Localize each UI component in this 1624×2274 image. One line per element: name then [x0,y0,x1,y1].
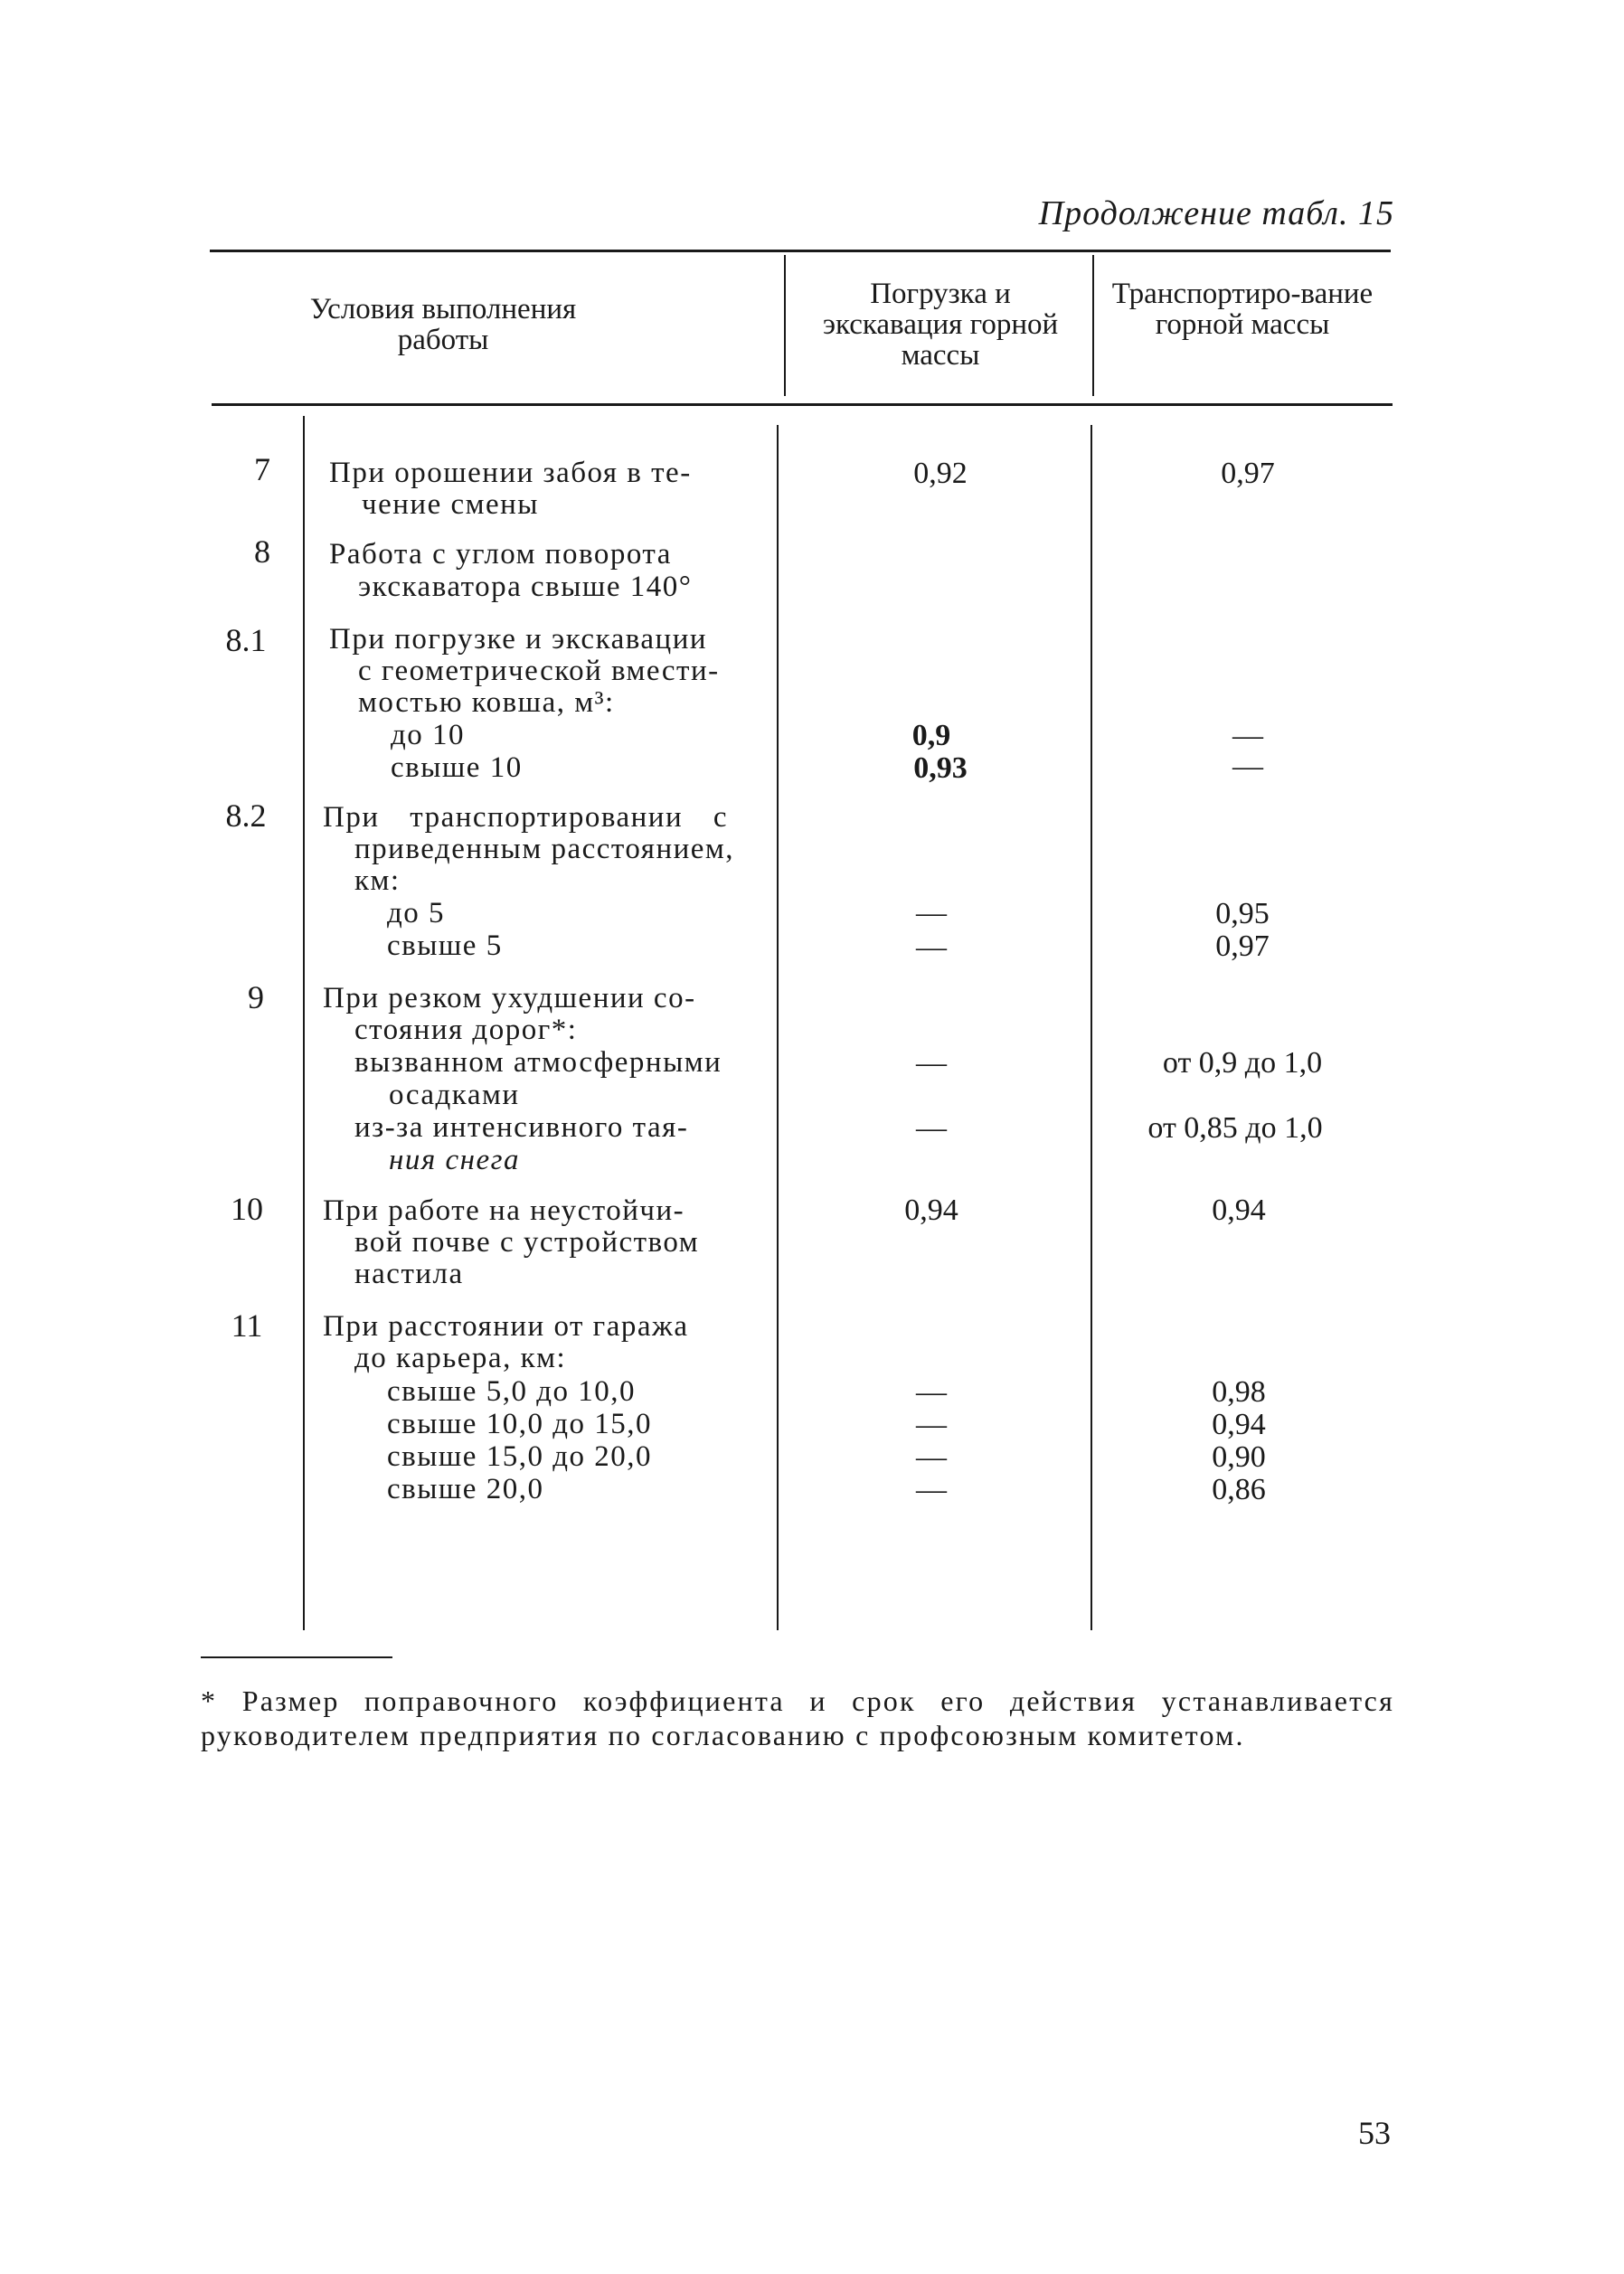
table-top-rule [210,250,1391,252]
transport-value: — [1232,750,1263,783]
row-condition-line: до 10 [391,719,466,751]
transport-value: — [1232,719,1263,752]
row-condition-line: При работе на неустойчи- [323,1194,685,1227]
footnote: * Размер поправочного коэффициента и срок его действия устанавливается руководителем предприятия по согласованию с профсоюзным комитетом. [201,1684,1394,1751]
loading-value: 0,94 [904,1194,958,1227]
row-condition-line: настила [354,1258,464,1290]
loading-value: — [916,1440,947,1474]
row-number: 9 [248,979,264,1015]
table-caption: Продолжение табл. 15 [1038,194,1394,232]
footnote-rule [201,1656,392,1658]
row-number: 11 [231,1307,263,1344]
row-condition-line: свыше 10,0 до 15,0 [387,1408,652,1440]
transport-value: от 0,85 до 1,0 [1147,1111,1323,1145]
body-divider-number [303,416,305,1630]
row-condition-line: осадками [389,1079,520,1111]
body-divider-2 [1091,425,1092,1630]
header-loading: Погрузка и экскавация горной массы [822,278,1059,372]
body-divider-1 [777,425,779,1630]
header-divider-1 [784,255,786,396]
row-condition-line: из-за интенсивного тая- [354,1111,689,1144]
row-number: 10 [231,1191,263,1227]
loading-value: — [916,1111,947,1145]
transport-value: 0,95 [1215,897,1270,930]
row-condition-line: вызванном атмосферными [354,1046,722,1079]
transport-value: 0,97 [1221,457,1275,490]
header-divider-2 [1092,255,1094,396]
row-condition-line: свыше 10 [391,751,523,784]
loading-value: 0,92 [913,457,968,490]
loading-value: 0,9 [911,719,951,752]
loading-value: 0,93 [913,751,968,785]
row-condition-line: до карьера, км: [354,1342,567,1374]
row-condition-line: чение смены [362,488,539,521]
row-number: 7 [254,451,270,487]
page-number: 53 [1358,2115,1391,2151]
transport-value: 0,90 [1212,1440,1266,1474]
loading-value: — [916,1375,947,1409]
row-number: 8 [254,533,270,570]
row-condition-line: стояния дорог*: [354,1014,578,1046]
header-transport: Транспортиро-вание горной массы [1111,278,1374,341]
row-condition-line: ния снега [389,1144,521,1176]
row-condition-line: свыше 5,0 до 10,0 [387,1375,636,1408]
header-bottom-rule [212,403,1393,406]
row-condition-line: свыше 5 [387,929,503,962]
row-condition-line: свыше 20,0 [387,1473,544,1505]
transport-value: 0,94 [1212,1194,1266,1227]
loading-value: — [916,896,947,929]
header-conditions: Условия выполнения работы [309,293,577,356]
transport-value: 0,98 [1212,1375,1266,1409]
row-condition-line: приведенным расстоянием, [354,833,735,865]
loading-value: — [916,930,947,964]
row-condition-line: мостью ковша, м³: [358,686,615,719]
transport-value: от 0,9 до 1,0 [1162,1046,1323,1080]
transport-value: 0,86 [1212,1473,1266,1506]
row-condition-line: до 5 [387,897,446,929]
row-condition-line: При резком ухудшении со- [323,982,696,1014]
row-condition-line: вой почве с устройством [354,1226,700,1259]
row-number: 8.1 [225,622,267,658]
row-condition-line: При орошении забоя в те- [329,457,692,489]
row-condition-line: км: [354,864,401,897]
row-condition-line: свыше 15,0 до 20,0 [387,1440,652,1473]
transport-value: 0,97 [1215,929,1270,963]
row-condition-line: При транспортировании с [323,801,728,834]
transport-value: 0,94 [1212,1408,1266,1441]
loading-value: — [916,1408,947,1441]
row-number: 8.2 [225,797,267,834]
row-condition-line: При расстоянии от гаража [323,1310,689,1343]
loading-value: — [916,1046,947,1080]
loading-value: — [916,1473,947,1506]
row-condition-line: с геометрической вмести- [358,655,720,687]
row-condition-line: экскаватора свыше 140° [358,571,693,603]
row-condition-line: Работа с углом поворота [329,538,672,571]
row-condition-line: При погрузке и экскавации [329,623,708,656]
